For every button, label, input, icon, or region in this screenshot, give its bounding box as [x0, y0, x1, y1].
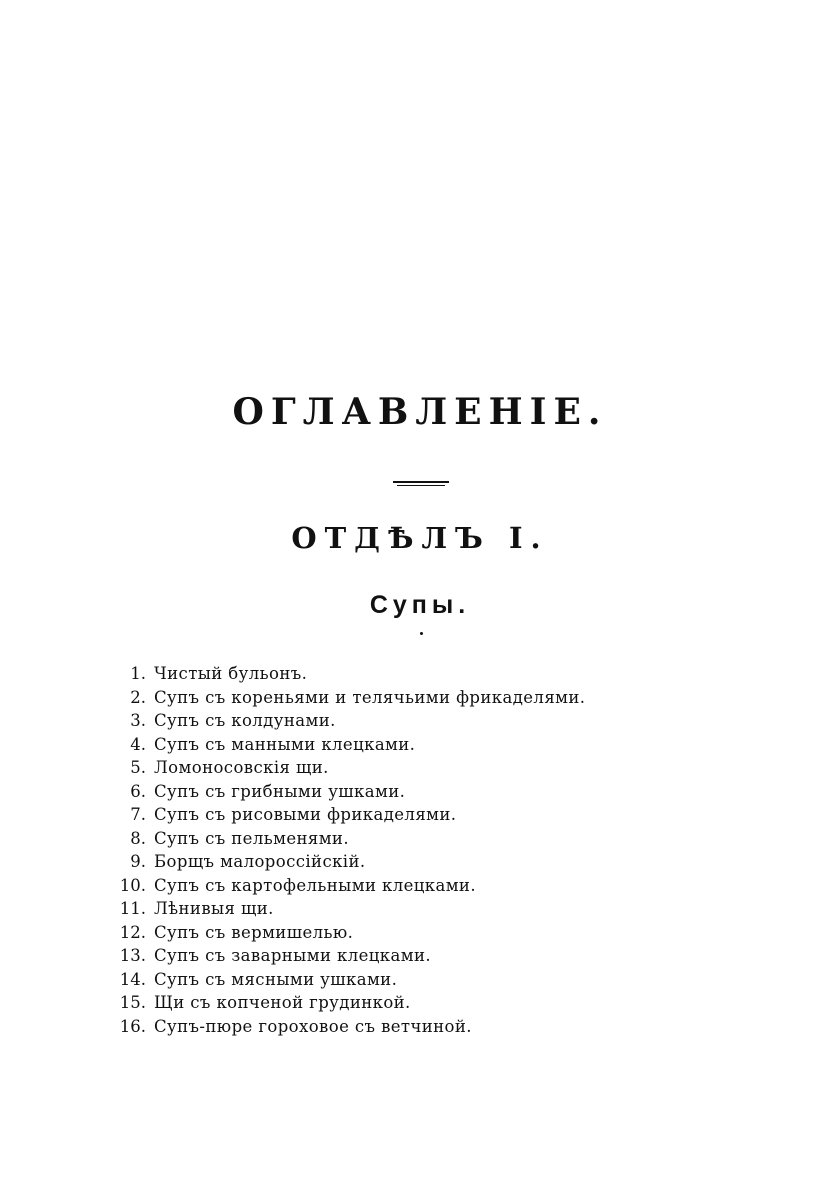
toc-item-title: Щи съ копченой грудинкой. — [154, 993, 411, 1012]
toc-item — [112, 827, 752, 851]
toc-item — [112, 662, 752, 686]
toc-item-number: 3. — [130, 711, 146, 730]
toc-item — [112, 897, 752, 921]
toc-item — [112, 850, 752, 874]
toc-item — [112, 944, 752, 968]
toc-item-number: 14. — [119, 969, 146, 989]
toc-item-title: Супъ съ манными клецками. — [154, 734, 416, 754]
toc-item-number: 2. — [130, 687, 146, 707]
toc-item — [112, 686, 752, 710]
rule-line-thick — [393, 481, 449, 483]
toc-item-title: Ломоносовскія щи. — [154, 758, 329, 777]
toc-item-title: Супъ съ пельменями. — [154, 828, 349, 848]
ornament-dot — [420, 632, 423, 635]
toc-item-number: 16. — [119, 1016, 146, 1036]
toc-item-number: 5. — [130, 758, 146, 777]
toc-item — [112, 756, 752, 780]
toc-item-title: Супъ съ колдунами. — [154, 711, 336, 730]
toc-item — [112, 780, 752, 804]
page-title: ОГЛАВЛЕНІЕ. — [232, 391, 608, 433]
toc-item-number: 11. — [119, 899, 146, 918]
toc-item — [112, 968, 752, 992]
toc-item-number: 13. — [119, 946, 146, 965]
toc-item-title: Супъ съ вермишелью. — [154, 922, 354, 942]
toc-item-number: 9. — [130, 852, 146, 871]
toc-item-title: Супъ съ картофельными клецками. — [154, 875, 476, 895]
toc-item — [112, 921, 752, 945]
toc-item-number: 7. — [130, 805, 146, 824]
toc-item — [112, 874, 752, 898]
toc-item-number: 12. — [119, 922, 146, 942]
toc-item-title: Супъ съ грибными ушками. — [154, 781, 406, 801]
decorative-rule — [393, 481, 449, 487]
toc-item-number: 10. — [119, 875, 146, 895]
toc-item-title: Супъ съ заварными клецками. — [154, 946, 431, 965]
table-of-contents — [112, 662, 752, 1038]
section-heading: ОТДѢЛЪ I. — [291, 521, 549, 555]
toc-item — [112, 733, 752, 757]
toc-item-number: 15. — [119, 993, 146, 1012]
toc-item — [112, 1015, 752, 1039]
toc-item-title: Борщъ малороссійскій. — [154, 852, 366, 871]
rule-line-thin — [397, 485, 445, 486]
subsection-heading: Супы. — [369, 591, 471, 619]
toc-item-title: Супъ съ мясными ушками. — [154, 969, 398, 989]
toc-item — [112, 709, 752, 733]
toc-item-number: 8. — [130, 828, 146, 848]
toc-item-title: Чистый бульонъ. — [154, 664, 308, 683]
toc-item — [112, 991, 752, 1015]
toc-item-number: 1. — [130, 664, 146, 683]
toc-item-title: Супъ съ рисовыми фрикаделями. — [154, 805, 457, 824]
toc-item-title: Супъ-пюре гороховое съ ветчиной. — [154, 1016, 472, 1036]
toc-item-number: 6. — [130, 781, 146, 801]
toc-item-title: Лѣнивыя щи. — [154, 899, 274, 918]
toc-item-number: 4. — [130, 734, 146, 754]
toc-item — [112, 803, 752, 827]
toc-item-title: Супъ съ кореньями и телячьими фрикаделями. — [154, 687, 586, 707]
